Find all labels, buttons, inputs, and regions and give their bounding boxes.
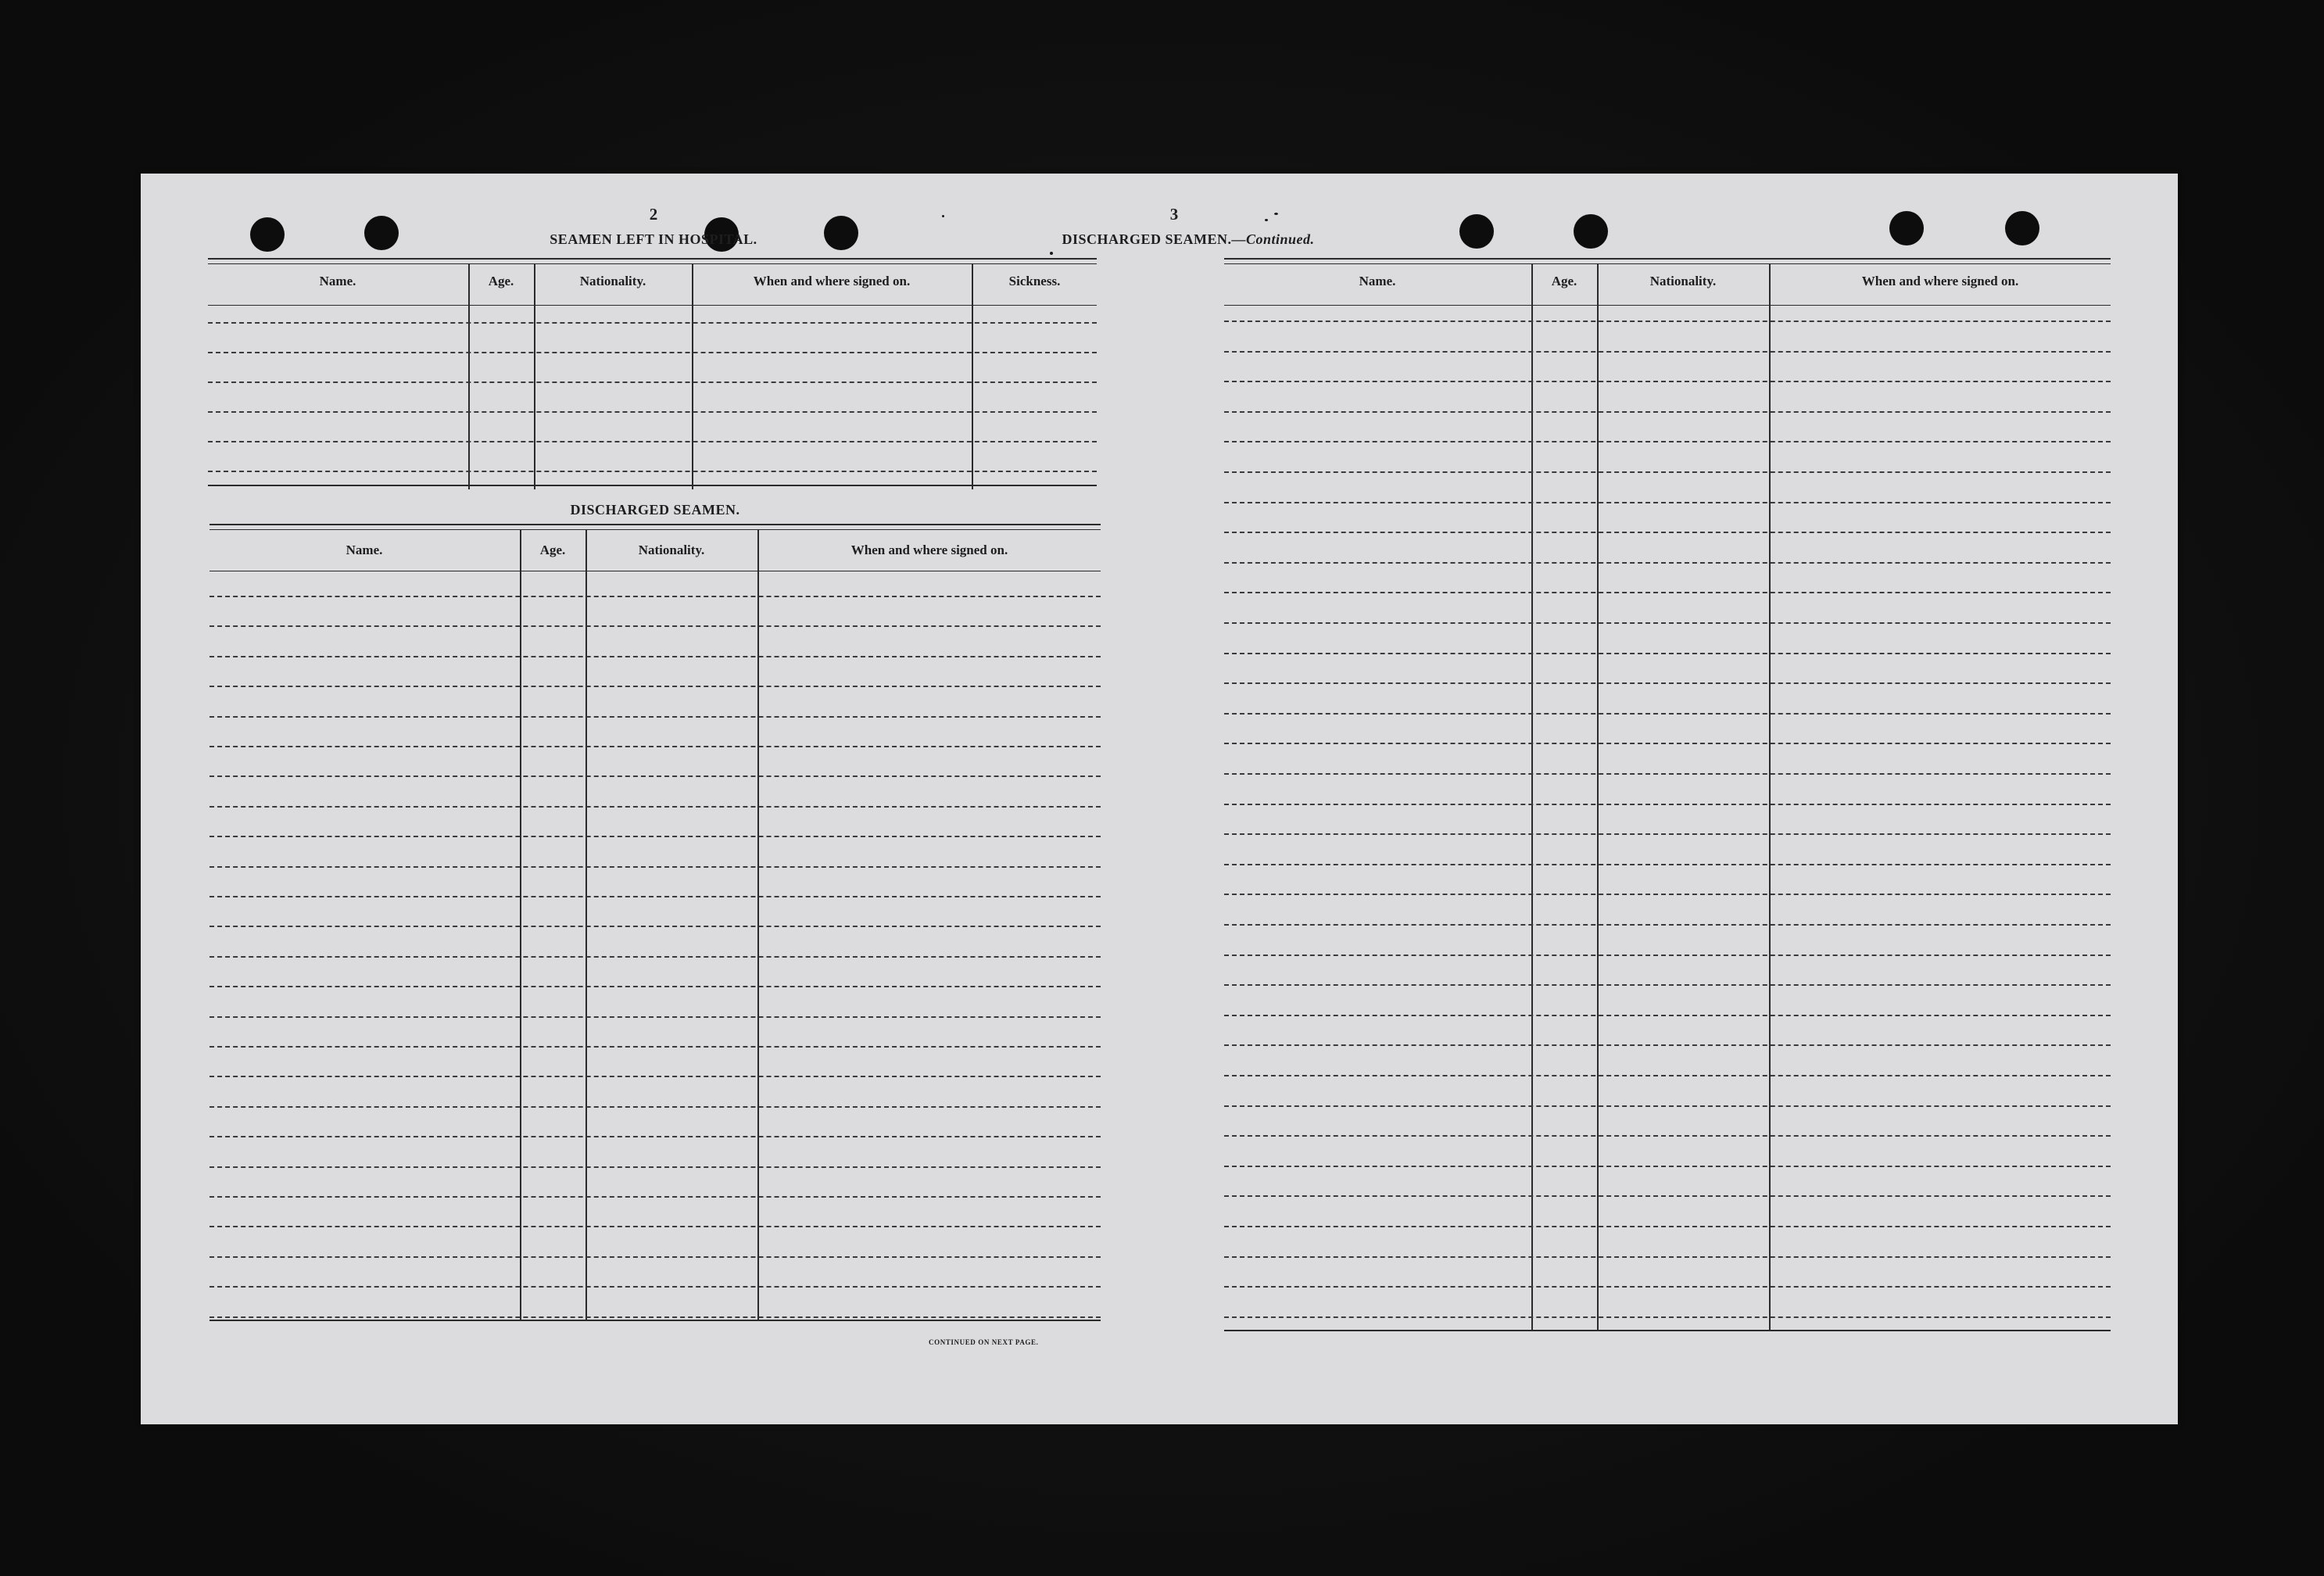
table-row — [209, 1196, 1101, 1198]
column-divider — [520, 530, 521, 1320]
column-header-signed-on: When and where signed on. — [753, 274, 911, 288]
table-row — [209, 1016, 1101, 1018]
table-row — [209, 656, 1101, 657]
table-row — [208, 471, 1097, 472]
right-page — [1062, 174, 2178, 1424]
table-row — [209, 806, 1101, 808]
table-row — [208, 352, 1097, 353]
left-page — [141, 174, 1157, 1424]
table-top-rule — [1224, 263, 2111, 264]
table-row — [209, 746, 1101, 747]
table-top-rule — [209, 524, 1101, 525]
table-row — [1224, 1256, 2111, 1258]
table-row — [1224, 351, 2111, 353]
table-top-rule — [208, 258, 1097, 260]
table-row — [1224, 653, 2111, 654]
column-divider — [1769, 264, 1771, 1330]
table-row — [1224, 381, 2111, 382]
table-row — [209, 1106, 1101, 1108]
table-row — [1224, 471, 2111, 473]
table-row — [209, 1316, 1101, 1318]
continued-note: CONTINUED ON NEXT PAGE. — [929, 1338, 1039, 1346]
column-divider — [585, 530, 587, 1320]
column-divider — [692, 264, 693, 489]
table-row — [209, 1136, 1101, 1137]
table-row — [208, 381, 1097, 383]
table-bottom-rule — [209, 1320, 1101, 1321]
table-row — [1224, 984, 2111, 986]
column-header-name: Name. — [346, 543, 383, 557]
table-row — [1224, 502, 2111, 503]
table-bottom-rule — [1224, 1330, 2111, 1331]
table-row — [1224, 1166, 2111, 1167]
table-row — [1224, 321, 2111, 322]
column-header-signed-on: When and where signed on. — [850, 543, 1008, 557]
section-title-suffix: —Continued. — [1231, 231, 1315, 247]
column-divider — [972, 264, 973, 489]
column-header-age: Age. — [1551, 274, 1577, 288]
table-row — [1224, 411, 2111, 413]
table-row — [1224, 622, 2111, 624]
column-header-age: Age. — [539, 543, 566, 557]
table-row — [209, 1046, 1101, 1048]
table-row — [1224, 804, 2111, 805]
table-row — [1224, 1226, 2111, 1227]
table-row — [209, 1286, 1101, 1288]
table-row — [208, 441, 1097, 442]
table-row — [209, 836, 1101, 837]
discharged-continued-table — [1224, 258, 2111, 1333]
table-row — [1224, 1316, 2111, 1318]
table-row — [209, 1256, 1101, 1258]
table-row — [209, 866, 1101, 868]
table-row — [208, 411, 1097, 413]
column-header-signed-on: When and where signed on. — [1861, 274, 2019, 288]
column-header-sickness: Sickness. — [1008, 274, 1061, 288]
table-row — [1224, 1105, 2111, 1107]
table-row — [209, 1166, 1101, 1168]
table-row — [1224, 713, 2111, 715]
column-divider — [534, 264, 535, 489]
column-header-name: Name. — [1359, 274, 1396, 288]
table-row — [209, 596, 1101, 597]
column-header-nationality: Nationality. — [1649, 274, 1717, 288]
table-row — [1224, 1135, 2111, 1137]
column-header-nationality: Nationality. — [638, 543, 705, 557]
table-top-rule — [1224, 258, 2111, 260]
hospital-table — [208, 258, 1097, 489]
table-row — [1224, 894, 2111, 895]
section-title-text: DISCHARGED SEAMEN. — [1062, 231, 1232, 247]
table-row — [1224, 833, 2111, 835]
table-bottom-rule — [208, 485, 1097, 486]
table-top-rule — [208, 263, 1097, 264]
column-header-name: Name. — [319, 274, 356, 288]
table-row — [209, 956, 1101, 958]
table-row — [1224, 1044, 2111, 1046]
header-underline — [208, 305, 1097, 306]
discharged-table — [209, 524, 1101, 1323]
register-sheet — [141, 174, 2178, 1424]
hospital-section-title: SEAMEN LEFT IN HOSPITAL. — [550, 231, 757, 247]
column-divider — [757, 530, 759, 1320]
discharged-section-title: DISCHARGED SEAMEN. — [570, 502, 740, 518]
table-row — [1224, 864, 2111, 865]
table-row — [209, 926, 1101, 927]
table-row — [1224, 773, 2111, 775]
page-number: 2 — [649, 205, 658, 224]
table-row — [1224, 1286, 2111, 1288]
table-row — [1224, 682, 2111, 684]
column-header-age: Age. — [488, 274, 514, 288]
table-row — [208, 322, 1097, 324]
column-divider — [468, 264, 470, 489]
column-header-nationality: Nationality. — [579, 274, 646, 288]
table-row — [1224, 1075, 2111, 1076]
table-row — [209, 686, 1101, 687]
table-row — [1224, 532, 2111, 533]
page-number: 3 — [1169, 205, 1179, 224]
table-top-rule — [209, 529, 1101, 530]
table-row — [209, 986, 1101, 987]
table-row — [1224, 1195, 2111, 1197]
table-row — [1224, 592, 2111, 593]
table-row — [209, 775, 1101, 777]
table-row — [209, 896, 1101, 897]
table-row — [209, 625, 1101, 627]
table-row — [1224, 562, 2111, 564]
table-row — [1224, 441, 2111, 442]
header-underline — [1224, 305, 2111, 306]
discharged-continued-section-title — [1032, 231, 1345, 248]
table-row — [1224, 924, 2111, 926]
table-row — [1224, 743, 2111, 744]
table-row — [1224, 1015, 2111, 1016]
column-divider — [1531, 264, 1533, 1330]
table-row — [209, 716, 1101, 718]
table-row — [209, 1226, 1101, 1227]
table-row — [1224, 955, 2111, 956]
column-divider — [1597, 264, 1599, 1330]
table-row — [209, 1076, 1101, 1077]
